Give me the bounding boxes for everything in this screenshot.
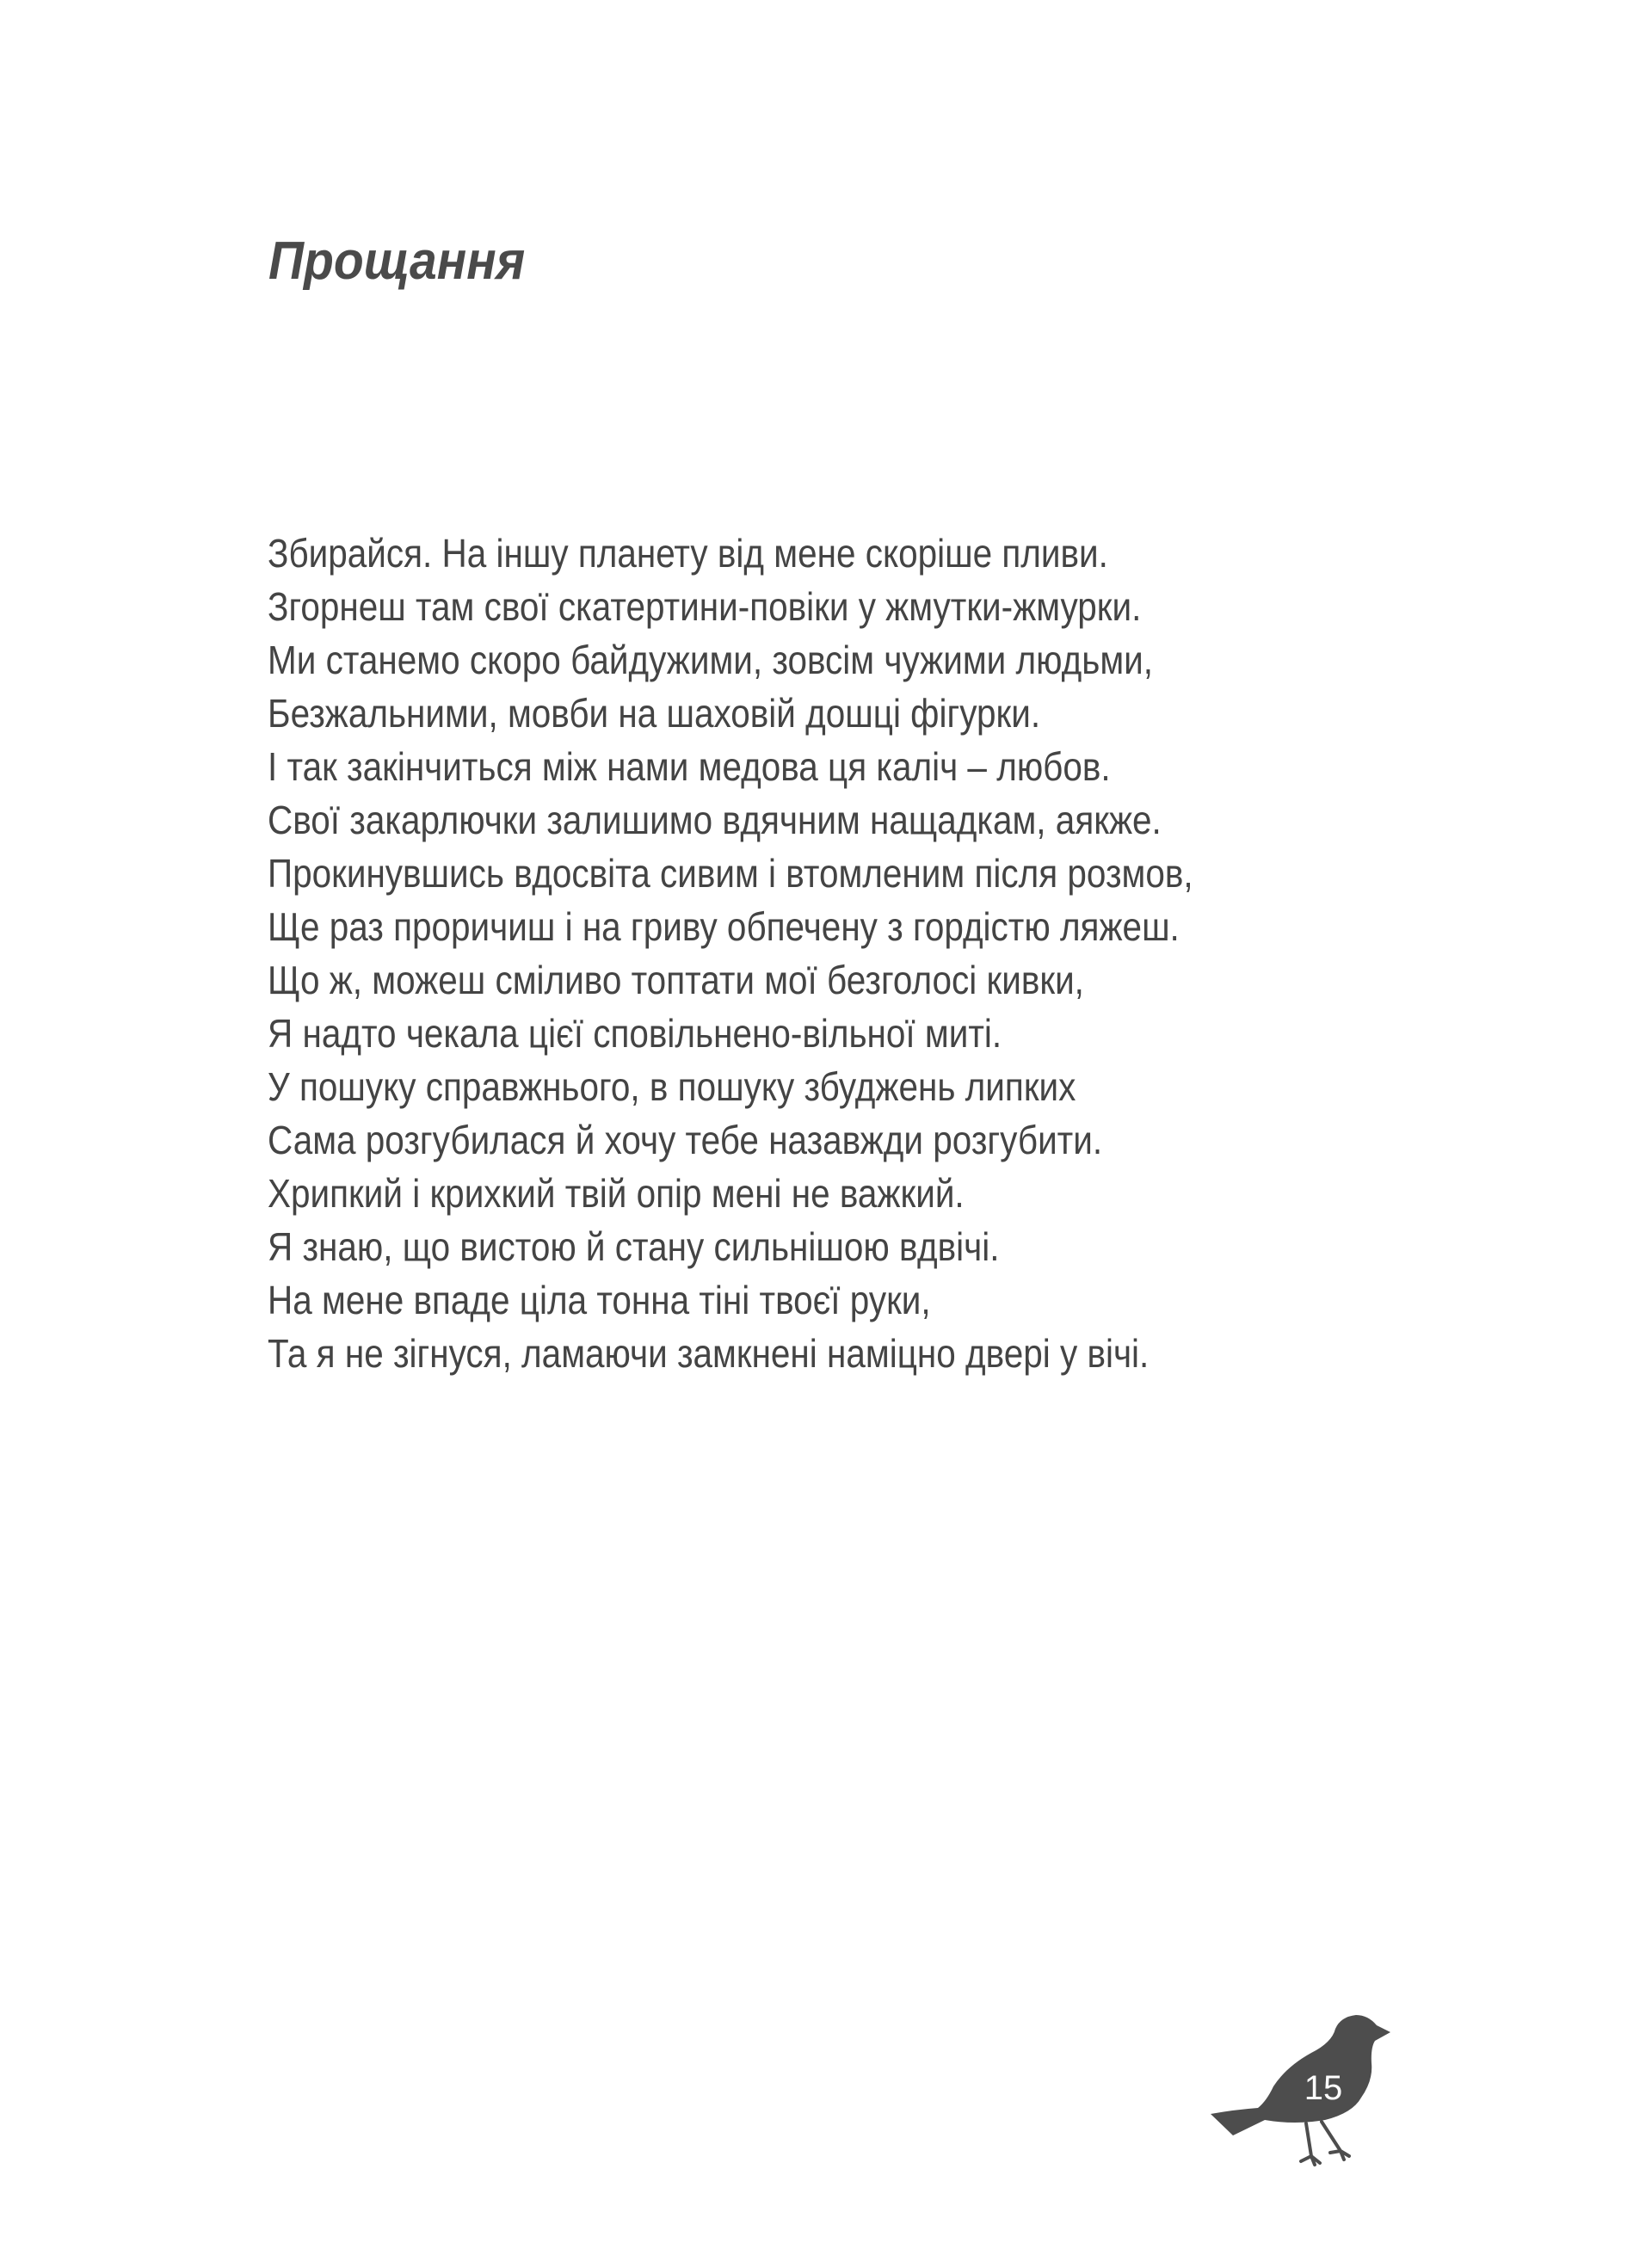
poem-line: І так закінчиться між нами медова ця каліч – любов. [268, 744, 1111, 789]
poem-line: На мене впаде ціла тонна тіні твоєї руки, [268, 1278, 931, 1322]
poem-line: Ще раз проричиш і на гриву обпечену з гордістю ляжеш. [268, 904, 1180, 949]
poem-line: Що ж, можеш сміливо топтати мої безголосі кивки, [268, 958, 1084, 1002]
poem-line: Безжальними, мовби на шаховій дошці фігурки. [268, 691, 1041, 736]
poem-line: Свої закарлючки залишимо вдячним нащадкам, аякже. [268, 798, 1162, 842]
poem-title: Прощання [268, 231, 526, 291]
poem-line: Збирайся. На іншу планету від мене скоріше пливи. [268, 531, 1108, 576]
bird-legs [1301, 2122, 1349, 2165]
page-number: 15 [1304, 2069, 1343, 2107]
bird-silhouette [1211, 2015, 1390, 2135]
poem-line: Я знаю, що вистою й стану сильнішою вдвічі. [268, 1224, 1000, 1269]
poem-line: Прокинувшись вдосвіта сивим і втомленим після розмов, [268, 851, 1193, 896]
poem-line: Я надто чекала цієї сповільнено-вільної миті. [268, 1011, 1002, 1056]
poem-body [268, 527, 1193, 1380]
poem-line: Ми станемо скоро байдужими, зовсім чужими людьми, [268, 638, 1154, 682]
poem-line: Згорнеш там свої скатертини-повіки у жмутки-жмурки. [268, 584, 1142, 629]
poem-line: Сама розгубилася й хочу тебе назавжди розгубити. [268, 1118, 1103, 1162]
poem-line: Хрипкий і крихкий твій опір мені не важкий. [268, 1171, 965, 1216]
poem-line: У пошуку справжнього, в пошуку збуджень липких [268, 1064, 1076, 1109]
bird-icon [1205, 2005, 1402, 2177]
poem-line: Та я не зігнуся, ламаючи замкнені наміцно двері у вічі. [268, 1331, 1150, 1376]
